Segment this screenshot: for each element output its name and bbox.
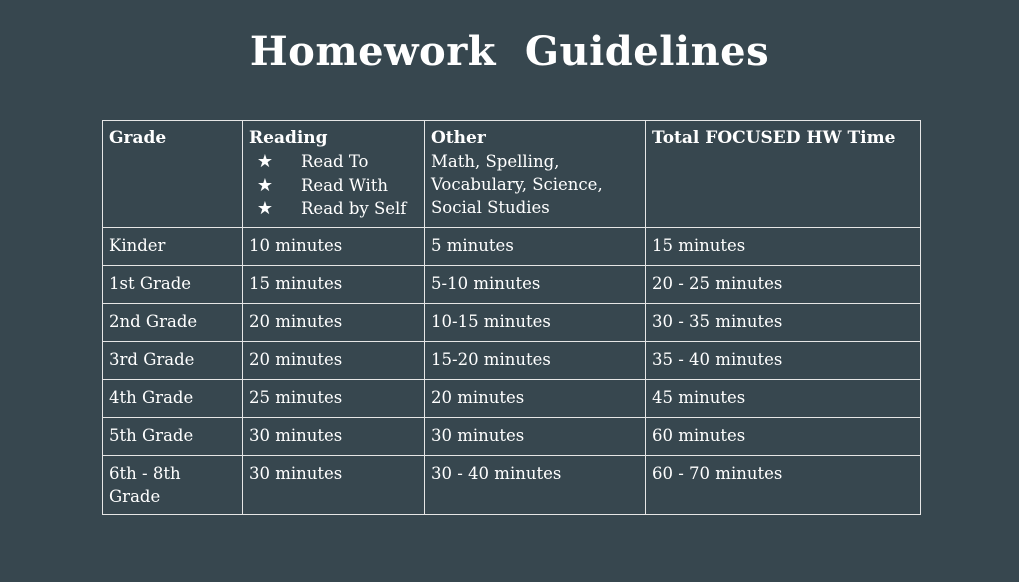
other-time-cell: 30 minutes xyxy=(425,417,646,455)
header-other-subject-line: Vocabulary, Science, xyxy=(431,175,603,194)
other-time-cell: 5 minutes xyxy=(425,227,646,265)
grade-cell: 3rd Grade xyxy=(103,341,243,379)
total-time-cell: 35 - 40 minutes xyxy=(646,341,921,379)
reading-list-item xyxy=(249,150,418,174)
reading-time-cell: 10 minutes xyxy=(243,227,425,265)
header-other-subject-line: Math, Spelling, xyxy=(431,152,560,171)
star-icon: ★ xyxy=(256,174,274,196)
reading-list-item xyxy=(249,174,418,198)
other-time-cell: 10-15 minutes xyxy=(425,303,646,341)
header-total-label: Total FOCUSED HW Time xyxy=(652,128,896,148)
grade-cell: 5th Grade xyxy=(103,417,243,455)
reading-item-label: Read With xyxy=(301,175,389,195)
reading-time-cell: 30 minutes xyxy=(243,455,425,514)
table-row xyxy=(103,455,921,514)
reading-time-cell: 20 minutes xyxy=(243,341,425,379)
reading-time-cell: 25 minutes xyxy=(243,379,425,417)
other-time-cell: 20 minutes xyxy=(425,379,646,417)
total-time-cell: 15 minutes xyxy=(646,227,921,265)
grade-cell: 6th - 8th Grade xyxy=(103,455,243,514)
reading-list xyxy=(249,150,418,221)
grade-cell: 2nd Grade xyxy=(103,303,243,341)
table-row xyxy=(103,379,921,417)
reading-list-item xyxy=(249,197,418,221)
total-time-cell: 20 - 25 minutes xyxy=(646,265,921,303)
reading-item-label: Read To xyxy=(301,152,369,172)
header-other-subject-line: Social Studies xyxy=(431,198,550,217)
reading-time-cell: 20 minutes xyxy=(243,303,425,341)
star-icon: ★ xyxy=(256,198,274,220)
table-row xyxy=(103,227,921,265)
total-time-cell: 30 - 35 minutes xyxy=(646,303,921,341)
other-time-cell: 30 - 40 minutes xyxy=(425,455,646,514)
page-title: Homework Guidelines xyxy=(249,28,770,75)
table-row xyxy=(103,417,921,455)
reading-time-cell: 30 minutes xyxy=(243,417,425,455)
total-time-cell: 60 minutes xyxy=(646,417,921,455)
header-grade xyxy=(103,121,243,228)
grade-cell: 1st Grade xyxy=(103,265,243,303)
grade-cell: Kinder xyxy=(103,227,243,265)
table-row xyxy=(103,341,921,379)
header-grade-label: Grade xyxy=(109,128,167,148)
reading-item-label: Read by Self xyxy=(301,199,407,219)
total-time-cell: 60 - 70 minutes xyxy=(646,455,921,514)
table-header-row xyxy=(103,121,921,228)
total-time-cell: 45 minutes xyxy=(646,379,921,417)
other-time-cell: 5-10 minutes xyxy=(425,265,646,303)
header-other-label: Other xyxy=(431,128,486,148)
reading-time-cell: 15 minutes xyxy=(243,265,425,303)
homework-table xyxy=(102,120,921,515)
other-time-cell: 15-20 minutes xyxy=(425,341,646,379)
header-total xyxy=(646,121,921,228)
grade-cell: 4th Grade xyxy=(103,379,243,417)
header-reading-label: Reading xyxy=(249,128,328,148)
header-reading xyxy=(243,121,425,228)
header-other xyxy=(425,121,646,228)
table-row xyxy=(103,265,921,303)
table-row xyxy=(103,303,921,341)
star-icon: ★ xyxy=(256,151,274,173)
